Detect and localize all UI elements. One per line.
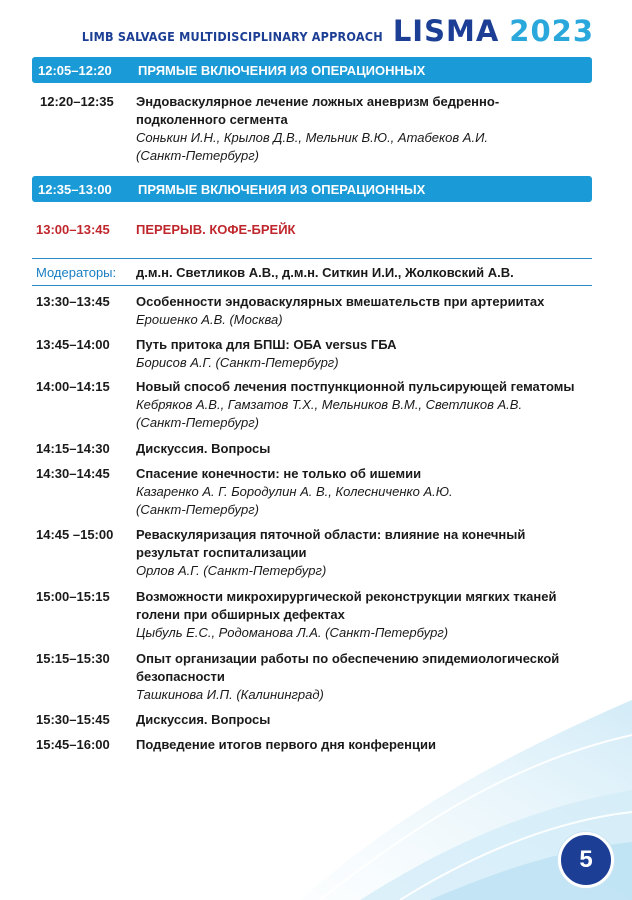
item-time: 13:45–14:00	[36, 337, 110, 352]
header	[82, 14, 594, 48]
item-time: 15:15–15:30	[36, 651, 110, 666]
item-authors-line: Орлов А.Г. (Санкт-Петербург)	[136, 563, 327, 578]
item-title-line: безопасности	[136, 669, 225, 684]
item-authors-line: Ерошенко А.В. (Москва)	[136, 312, 283, 327]
item-authors-line: (Санкт-Петербург)	[136, 148, 259, 163]
item-title-line: результат госпитализации	[136, 545, 307, 560]
brand-year: 2023	[509, 14, 594, 48]
item-time: 15:00–15:15	[36, 589, 110, 604]
item-time: 14:30–14:45	[36, 466, 110, 481]
moderators	[32, 258, 592, 286]
item-title-line: Дискуссия. Вопросы	[136, 712, 271, 727]
program-item	[36, 711, 596, 729]
item-time: 15:30–15:45	[36, 712, 110, 727]
item-authors-line: Казаренко А. Г. Бородулин А. В., Колесниченко А.Ю.	[136, 484, 453, 499]
session-banner-2	[32, 176, 592, 202]
item-title-line: Опыт организации работы по обеспечению эпидемиологической	[136, 651, 560, 666]
item-title-line: голени при обширных дефектах	[136, 607, 345, 622]
item-title-line: Путь притока для БПШ: ОБА versus ГБА	[136, 337, 397, 352]
item-body	[136, 440, 596, 458]
item-body	[136, 588, 596, 642]
program-item	[36, 378, 596, 432]
program-item	[36, 465, 596, 519]
item-body	[136, 711, 596, 729]
header-brand	[393, 14, 594, 48]
item-time: 15:45–16:00	[36, 737, 110, 752]
program-item	[36, 736, 596, 754]
item-title-line: Новый способ лечения постпункционной пульсирующей гематомы	[136, 379, 575, 394]
item-authors-line: Кебряков А.В., Гамзатов Т.Х., Мельников В.М., Светликов А.В.	[136, 397, 523, 412]
program-item	[36, 336, 596, 372]
break-label: ПЕРЕРЫВ. КОФЕ-БРЕЙК	[136, 222, 296, 237]
program-item	[36, 588, 596, 642]
coffee-break	[36, 221, 596, 239]
banner-time: 12:05–12:20	[38, 62, 112, 78]
item-title-line: Дискуссия. Вопросы	[136, 441, 271, 456]
item-body	[136, 736, 596, 754]
break-time: 13:00–13:45	[36, 222, 110, 237]
program-item	[36, 293, 596, 329]
program-item	[36, 93, 596, 165]
moderators-label: Модераторы:	[36, 264, 117, 280]
item-body	[136, 293, 596, 329]
page-number: 5	[558, 832, 614, 888]
item-body	[136, 93, 596, 165]
item-authors-line: Сонькин И.Н., Крылов Д.В., Мельник В.Ю., Атабеков А.И.	[136, 130, 488, 145]
item-time: 14:00–14:15	[36, 379, 110, 394]
item-title-line: Реваскуляризация пяточной области: влияние на конечный	[136, 527, 526, 542]
item-title-line: Эндоваскулярное лечение ложных аневризм бедренно-	[136, 94, 500, 109]
item-title-line: Особенности эндоваскулярных вмешательств при артериитах	[136, 294, 545, 309]
item-body	[136, 650, 596, 704]
header-tagline: LIMB SALVAGE MULTIDISCIPLINARY APPROACH	[81, 29, 383, 44]
item-title-line: подколенного сегмента	[136, 112, 288, 127]
item-body	[136, 526, 596, 580]
item-time: 14:15–14:30	[36, 441, 110, 456]
item-authors-line: (Санкт-Петербург)	[136, 502, 259, 517]
item-time: 13:30–13:45	[36, 294, 110, 309]
program-item	[36, 440, 596, 458]
brand-name: LISMA	[392, 14, 500, 48]
item-title-line: Возможности микрохирургической реконструкции мягких тканей	[136, 589, 557, 604]
item-authors-line: Борисов А.Г. (Санкт-Петербург)	[136, 355, 339, 370]
item-authors-line: Цыбуль Е.С., Родоманова Л.А. (Санкт-Петербург)	[136, 625, 449, 640]
item-authors-line: (Санкт-Петербург)	[136, 415, 259, 430]
item-body	[136, 378, 596, 432]
item-body	[136, 465, 596, 519]
moderators-value: д.м.н. Светликов А.В., д.м.н. Ситкин И.И., Жолковский А.В.	[136, 264, 514, 280]
item-body	[136, 336, 596, 372]
program-item	[36, 526, 596, 580]
item-time: 12:20–12:35	[40, 94, 114, 109]
session-banner-1	[32, 57, 592, 83]
program-item	[36, 650, 596, 704]
item-title-line: Подведение итогов первого дня конференции	[136, 737, 436, 752]
banner-label: ПРЯМЫЕ ВКЛЮЧЕНИЯ ИЗ ОПЕРАЦИОННЫХ	[138, 181, 426, 197]
banner-time: 12:35–13:00	[38, 181, 112, 197]
item-time: 14:45 –15:00	[36, 527, 114, 542]
item-title-line: Спасение конечности: не только об ишемии	[136, 466, 422, 481]
banner-label: ПРЯМЫЕ ВКЛЮЧЕНИЯ ИЗ ОПЕРАЦИОННЫХ	[138, 62, 426, 78]
item-authors-line: Ташкинова И.П. (Калининград)	[136, 687, 324, 702]
